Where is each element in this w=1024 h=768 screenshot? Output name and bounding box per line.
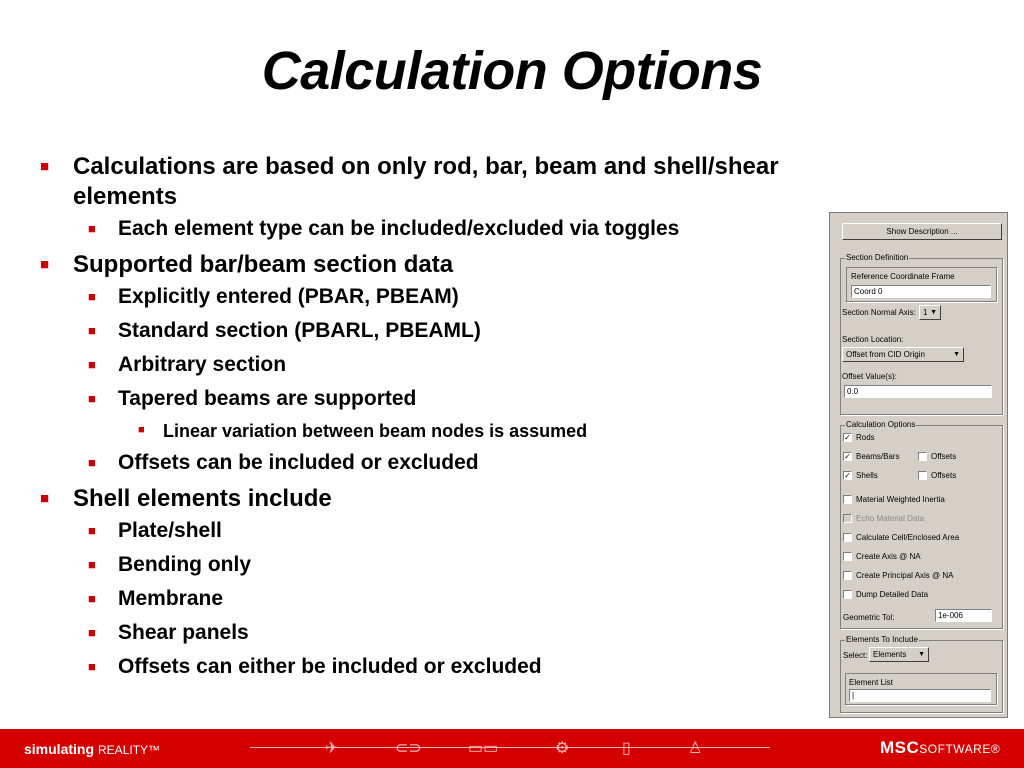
shells-offsets-checkbox[interactable] [918,471,927,480]
material-weighted-checkbox[interactable] [843,495,852,504]
bullet-item [38,152,828,212]
material-weighted-label: Material Weighted Inertia [856,495,945,504]
location-label: Section Location: [842,335,904,344]
bullet-text: Membrane [118,587,224,610]
square-bullet-icon: ■ [40,256,50,273]
bullet-item [38,284,828,310]
chevron-down-icon: ▼ [930,309,937,316]
rods-checkbox[interactable]: ✓ [844,433,851,442]
phone-icon: ▯ [622,740,631,757]
bullet-item [38,484,828,514]
bullet-text: Standard section (PBARL, PBEAML) [118,319,481,342]
chevron-down-icon: ▼ [953,351,960,358]
airplane-icon: ✈ [325,740,339,757]
select-dropdown[interactable] [869,647,929,662]
square-bullet-icon: ■ [88,591,96,606]
beams-bars-label: Beams/Bars [856,452,900,461]
calculation-options-panel [829,212,1008,718]
square-bullet-icon: ■ [88,659,96,674]
bullet-text: Bending only [118,553,251,576]
bullet-text: Shear panels [118,621,249,644]
bullet-item [38,518,828,544]
square-bullet-icon: ■ [138,424,145,436]
dump-data-checkbox[interactable] [843,590,852,599]
bullet-text: Offsets can either be included or excluded [118,655,542,678]
element-list-field[interactable]: | [849,689,991,702]
footer-brand [24,741,160,757]
logo-part-a: MSC [880,738,920,757]
geometric-tol-label: Geometric Tol: [843,613,895,622]
square-bullet-icon: ■ [88,455,96,470]
bullet-item [38,386,828,412]
ref-frame-field[interactable]: Coord 0 [851,285,991,298]
create-axis-checkbox[interactable] [843,552,852,561]
square-bullet-icon: ■ [88,391,96,406]
beams-offsets-checkbox[interactable] [918,452,927,461]
bullet-item [38,552,828,578]
geometric-tol-field[interactable]: 1e-006 [935,609,992,622]
offset-field[interactable]: 0.0 [844,385,992,398]
chevron-down-icon: ▼ [918,651,925,658]
bullet-text: Calculations are based on only rod, bar, beam and shell/shear elements [73,153,779,210]
person-icon: ♙ [688,740,703,757]
create-principal-axis-label: Create Principal Axis @ NA [856,571,954,580]
train-icon: ▭▭ [468,740,499,757]
square-bullet-icon: ■ [88,523,96,538]
brand-tag: REALITY™ [98,743,161,757]
car-icon: ⊂⊃ [395,740,422,757]
footer-bar [0,729,1024,768]
reference-frame-group [846,267,997,302]
square-bullet-icon: ■ [88,221,96,236]
bullet-item [38,450,828,476]
echo-material-label: Echo Material Data [856,514,925,523]
offset-label: Offset Value(s): [842,372,897,381]
bullet-item [38,586,828,612]
msc-software-logo [880,738,1000,758]
square-bullet-icon: ■ [40,490,50,507]
bullet-item [38,620,828,646]
brand-text: simulating [24,741,95,757]
dropdown-value: 1 [923,308,928,317]
square-bullet-icon: ■ [88,557,96,572]
location-dropdown[interactable] [842,347,964,362]
element-list-label: Element List [849,678,894,687]
dump-data-label: Dump Detailed Data [856,590,929,599]
create-axis-label: Create Axis @ NA [856,552,921,561]
shells-label: Shells [856,471,878,480]
square-bullet-icon: ■ [40,158,50,175]
dropdown-value: Offset from CID Origin [846,350,925,359]
beams-offsets-label: Offsets [931,452,957,461]
select-label: Select: [843,651,868,660]
bullet-text: Supported bar/beam section data [73,251,454,278]
bullet-text: Arbitrary section [118,353,287,376]
bullet-text: Tapered beams are supported [118,387,417,410]
calc-cell-area-checkbox[interactable] [843,533,852,542]
gear-icon: ⚙ [555,740,570,757]
square-bullet-icon: ■ [88,625,96,640]
normal-axis-dropdown[interactable] [919,305,941,320]
create-principal-axis-checkbox[interactable] [843,571,852,580]
bullet-item [38,250,828,280]
bullet-item [38,318,828,344]
bullet-text: Each element type can be included/excluded via toggles [118,217,680,240]
bullet-text: Explicitly entered (PBAR, PBEAM) [118,285,459,308]
ref-frame-label: Reference Coordinate Frame [851,272,955,281]
echo-material-checkbox[interactable] [843,514,852,523]
bullet-text: Plate/shell [118,519,222,542]
group-label: Section Definition [846,253,909,262]
bullet-text: Offsets can be included or excluded [118,451,479,474]
slide-title: Calculation Options [261,41,763,101]
dropdown-value: Elements [873,650,907,659]
bullet-item [38,352,828,378]
group-label: Calculation Options [846,420,916,429]
shells-offsets-label: Offsets [931,471,957,480]
bullet-item [38,420,828,442]
beams-bars-checkbox[interactable]: ✓ [844,452,851,461]
bullet-text: Linear variation between beam nodes is assumed [163,421,588,441]
group-label: Elements To Include [846,635,918,644]
logo-part-b: SOFTWARE® [919,742,1001,756]
bullet-item [38,654,828,680]
shells-checkbox[interactable]: ✓ [844,471,851,480]
element-list-group [845,673,997,705]
calc-cell-area-label: Calculate Cell/Enclosed Area [856,533,960,542]
bullet-text: Shell elements include [73,485,332,512]
bullet-item [38,216,828,242]
square-bullet-icon: ■ [88,323,96,338]
rods-label: Rods [856,433,875,442]
square-bullet-icon: ■ [88,357,96,372]
normal-axis-label: Section Normal Axis: [842,308,916,317]
show-description-button[interactable]: Show Description ... [842,223,1002,240]
bullet-list [38,152,828,688]
square-bullet-icon: ■ [88,289,96,304]
